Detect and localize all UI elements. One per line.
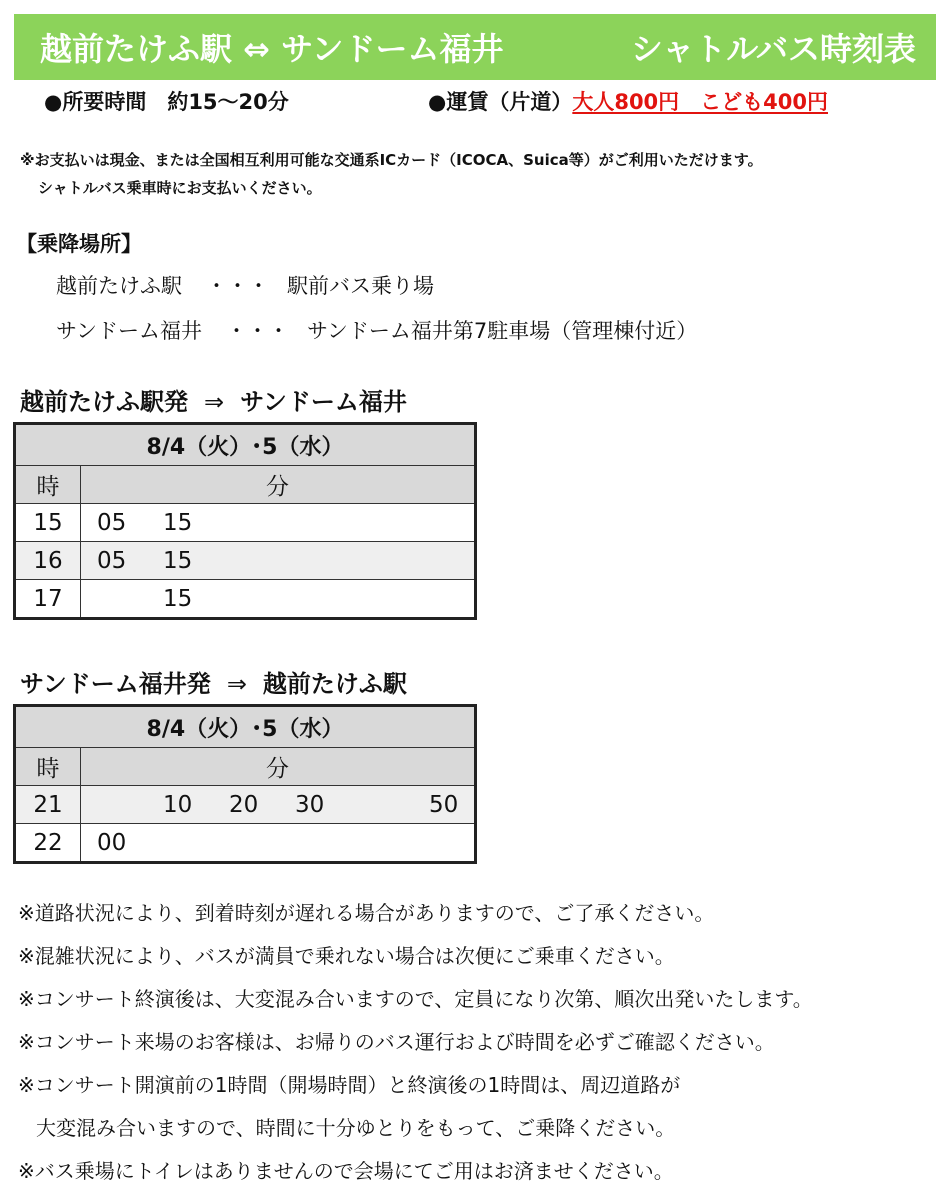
minute: 10 (163, 792, 193, 818)
service-date: 8/4（火）･5（水） (15, 424, 476, 466)
origin: 越前たけふ駅発 (20, 388, 188, 416)
arrow-icon: ⇒ (226, 670, 247, 698)
hour-header: 時 (15, 466, 81, 504)
payment-line-2: シャトルバス乗車時にお支払いください。 (38, 179, 322, 197)
fare-label: ●運賃（片道） (428, 90, 573, 114)
minutes-cell (81, 824, 476, 863)
minute: 50 (429, 792, 459, 818)
note-item: ※コンサート開演前の1時間（開場時間）と終演後の1時間は、周辺道路が (18, 1073, 681, 1097)
stop-name: サンドーム福井 (56, 319, 202, 343)
return-title (20, 664, 407, 699)
hour-cell: 21 (15, 786, 81, 824)
note-item: ※コンサート終演後は、大変混み合いますので、定員になり次第、順次出発いたします。 (18, 987, 813, 1011)
hour-cell: 17 (15, 580, 81, 619)
payment-note (20, 146, 763, 202)
stop-place: 駅前バス乗り場 (287, 274, 434, 298)
minutes-cell (81, 542, 476, 580)
title-banner (14, 14, 936, 80)
travel-time: ●所要時間 約15～20分 (44, 90, 289, 114)
minute: 15 (163, 510, 193, 536)
hour-cell: 22 (15, 824, 81, 863)
minute: 20 (229, 792, 259, 818)
table-row (15, 504, 476, 542)
minute: 05 (97, 548, 127, 574)
timetable-title: シャトルバス時刻表 (630, 30, 916, 68)
minutes-cell (81, 504, 476, 542)
return-timetable (13, 704, 477, 864)
note-item: ※混雑状況により、バスが満員で乗れない場合は次便にご乗車ください。 (18, 944, 675, 968)
minutes-cell (81, 580, 476, 619)
stops-heading: 【乗降場所】 (16, 232, 142, 256)
stop-item (56, 270, 434, 300)
fare-price: 大人800円 こども400円 (572, 90, 828, 114)
outbound-title (20, 382, 407, 417)
destination: 越前たけふ駅 (262, 670, 407, 698)
route-title: 越前たけふ駅 ⇔ サンドーム福井 (40, 30, 504, 68)
note-item: ※バス乗場にトイレはありませんので会場にてご用はお済ませください。 (18, 1159, 674, 1183)
note-item: ※道路状況により、到着時刻が遅れる場合がありますので、ご了承ください。 (18, 901, 715, 925)
minutes-cell (81, 786, 476, 824)
minute: 00 (97, 830, 127, 856)
table-row (15, 786, 476, 824)
notes-list (18, 895, 813, 1196)
minute-header: 分 (81, 748, 476, 786)
note-item: ※コンサート来場のお客様は、お帰りのバス運行および時間を必ずご確認ください。 (18, 1030, 775, 1054)
hour-cell: 15 (15, 504, 81, 542)
fare-info (428, 86, 828, 116)
origin: サンドーム福井発 (20, 670, 211, 698)
hour-header: 時 (15, 748, 81, 786)
minute-header: 分 (81, 466, 476, 504)
stop-dots: ・・・ (225, 319, 289, 343)
stop-name: 越前たけふ駅 (56, 274, 182, 298)
payment-line-1: ※お支払いは現金、または全国相互利用可能な交通系ICカード（ICOCA、Suica等）がご利用いただけます。 (20, 151, 763, 169)
stop-dots: ・・・ (206, 274, 269, 298)
summary-line (44, 86, 828, 116)
minute: 30 (295, 792, 325, 818)
table-row (15, 824, 476, 863)
minute: 15 (163, 586, 193, 612)
stop-item (56, 315, 697, 345)
stop-place: サンドーム福井第7駐車場（管理棟付近） (306, 319, 698, 343)
table-row (15, 542, 476, 580)
table-row (15, 580, 476, 619)
service-date: 8/4（火）･5（水） (15, 706, 476, 748)
minute: 05 (97, 510, 127, 536)
arrow-icon: ⇒ (204, 388, 225, 416)
outbound-timetable (13, 422, 477, 620)
minute: 15 (163, 548, 193, 574)
destination: サンドーム福井 (240, 388, 407, 416)
hour-cell: 16 (15, 542, 81, 580)
note-item: 大変混み合いますので、時間に十分ゆとりをもって、ご乗降ください。 (36, 1116, 676, 1140)
